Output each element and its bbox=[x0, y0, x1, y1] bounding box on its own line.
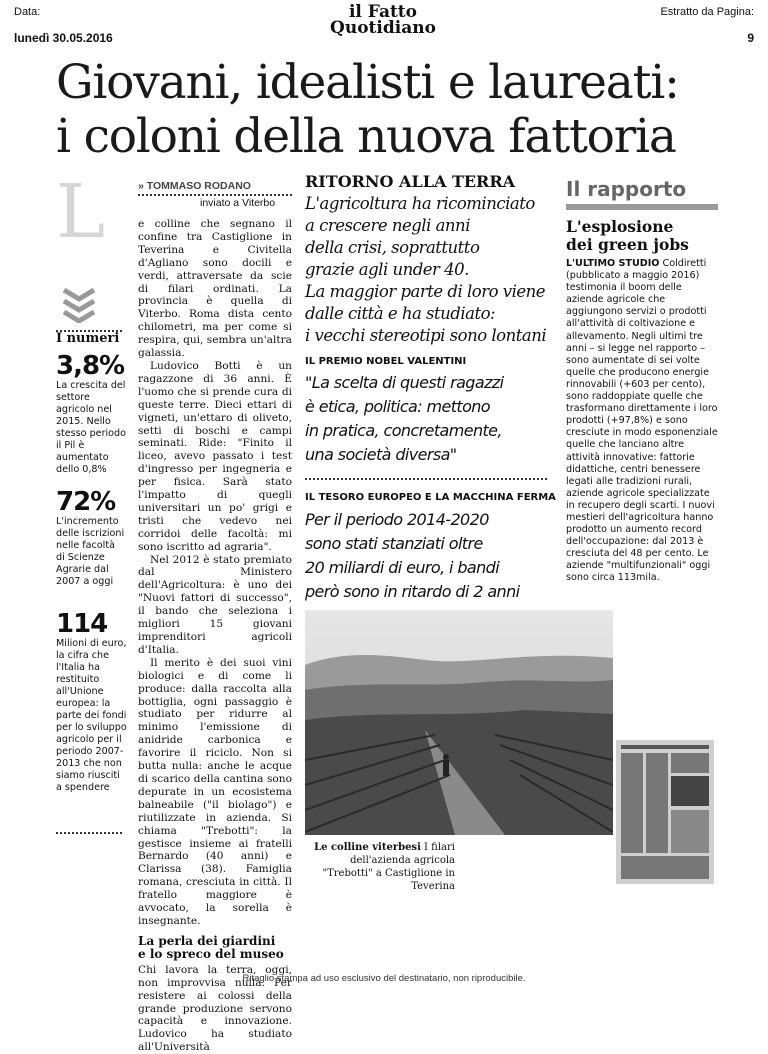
deck-line: dalle città e ha studiato: bbox=[305, 304, 496, 323]
quote-line: "La scelta di questi ragazzi bbox=[305, 373, 504, 392]
photo-caption bbox=[305, 841, 455, 893]
article-title bbox=[56, 56, 756, 164]
body-paragraph: e colline che segnano il confine tra Castiglione in Teverina e Civitella d'Agliano sono docili e verdi, attraversate da scie di filari ordinati. La provincia è quella di Viterbo. Roma dista cento chilometri, ma per come si respira, qui, sembra un'altra galassia. bbox=[138, 218, 292, 360]
deck-line: grazie agli under 40. bbox=[305, 260, 469, 279]
sidebar-rule bbox=[566, 204, 718, 210]
deck-line: i vecchi stereotipi sono lontani bbox=[305, 326, 547, 345]
deck-line: a crescere negli anni bbox=[305, 216, 470, 235]
quote-line: in pratica, concretamente, bbox=[305, 421, 502, 440]
numbers-end-rule bbox=[56, 832, 122, 834]
body-paragraph: Chi lavora la terra, oggi, non improvvisa nulla. Per resistere ai colossi della grande produzione servono capacità e innovazione. Ludovico ha studiato all'Università bbox=[138, 963, 292, 1054]
sidebar-title: Il rapporto bbox=[566, 177, 687, 201]
article-subhead bbox=[138, 935, 292, 962]
body-paragraph: Il merito è dei suoi vini biologici e di come li produce: dalla raccolta alla bottiglia, ogni passaggio è studiato per ridurre al minimo l'emissione di anidride carbonica e favorire il riciclo. Non si butta nulla: anche le acque di scarico della cantina sono depurate in un ecosistema balneabile ("il biolago") e riutilizzate in azienda. Si chiama "Trebotti": la gestisce insieme ai fratelli Bernardo (40 anni) e Clarissa (38). Famiglia romana, cresciuta in città. Il fratello maggiore è avvocato, la sorella è insegnante. bbox=[138, 656, 292, 927]
sidebar-lead: L'ULTIMO STUDIO bbox=[566, 258, 660, 269]
subhead-line2: e lo spreco del museo bbox=[138, 947, 284, 962]
sidebar-body bbox=[566, 258, 718, 585]
tesoro-line: sono stati stanziati oltre bbox=[305, 534, 483, 553]
nobel-quote bbox=[305, 371, 555, 467]
subhead-line1: La perla dei giardini bbox=[138, 933, 276, 948]
sidebar-headline-line1: L'esplosione bbox=[566, 217, 674, 236]
author-location: inviato a Viterbo bbox=[200, 197, 276, 209]
tesoro-label: IL TESORO EUROPEO E LA MACCHINA FERMA bbox=[305, 492, 556, 503]
page-label: Estratto da Pagina: bbox=[660, 6, 754, 18]
number-item-2 bbox=[56, 488, 126, 588]
tesoro-line: Per il periodo 2014-2020 bbox=[305, 510, 489, 529]
page-number: 9 bbox=[747, 31, 754, 45]
drop-cap-ghost: L bbox=[56, 169, 106, 255]
caption-text: I filari dell'azienda agricola "Trebotti" a Castiglione in Teverina bbox=[322, 842, 455, 892]
tesoro-line: però sono in ritardo di 2 anni bbox=[305, 582, 520, 601]
deck-text bbox=[305, 193, 560, 347]
caption-bold: Le colline viterbesi bbox=[314, 842, 421, 853]
sidebar-headline-line2: dei green jobs bbox=[566, 235, 689, 254]
deck-line: della crisi, soprattutto bbox=[305, 238, 480, 257]
kicker: RITORNO ALLA TERRA bbox=[305, 172, 516, 191]
logo-line2: Quotidiano bbox=[330, 18, 436, 38]
author-byline: » TOMMASO RODANO bbox=[138, 180, 251, 192]
quote-line: una società diversa" bbox=[305, 445, 457, 464]
number-value: 114 bbox=[56, 609, 108, 639]
number-value: 3,8% bbox=[56, 351, 125, 381]
sidebar-text: Coldiretti (pubblicato a maggio 2016) testimonia il boom delle aziende agricole che aggiungono servizi o prodotti all'attività di coltivazione e allevamento. Negli ultimi tre anni – si legge nel rapporto – sono aumentate di sei volte quelle che producono energie rinnovabili (+603 per cento), sono raddoppiate quelle che trasformano direttamente i loro prodotti (+97,8%) e sono cresciute in modo esponenziale quelle che lanciano altre attività innovative: fattorie didattiche, centri benessere legati alle tradizioni rurali, aziende agricole specializzate in recupero degli scarti. I nuovi mestieri dell'agricoltura hanno prodotto un aumento record dell'occupazione: dal 2013 è cresciuta del 48 per cento. Le aziende "multifunzionali" oggi sono circa 113mila. bbox=[566, 258, 718, 584]
logo-line1: il Fatto bbox=[348, 2, 418, 22]
number-value: 72% bbox=[56, 487, 116, 517]
body-paragraph: Nel 2012 è stato premiato dal Ministero dell'Agricoltura: è uno dei "Nuovi fattori di successo", il bando che seleziona i migliori 15 giovani imprenditori agricoli d'Italia. bbox=[138, 553, 292, 656]
title-line1: Giovani, idealisti e laureati: bbox=[56, 55, 679, 110]
date-label: Data: bbox=[14, 6, 41, 18]
number-text: La crescita del settore agricolo nel 2015. Nello stesso periodo il Pil è aumentato dello 0,8% bbox=[56, 380, 127, 475]
vineyard-photo bbox=[305, 610, 613, 835]
date-value: lunedì 30.05.2016 bbox=[14, 31, 113, 45]
newspaper-logo bbox=[318, 4, 448, 36]
byline-rule bbox=[138, 194, 292, 196]
title-line2: i coloni della nuova fattoria bbox=[56, 109, 676, 164]
footer-notice: Ritaglio stampa ad uso esclusivo del destinatario, non riproducibile. bbox=[242, 973, 526, 984]
article-body bbox=[138, 218, 292, 1054]
tesoro-text bbox=[305, 508, 555, 604]
body-paragraph: Ludovico Botti è un ragazzone di 36 anni. È l'uomo che si prende cura di queste terre. Dieci ettari di vigneti, un'ettaro di oliveto, setti di boschi e campi seminati. Ride: "Finito il liceo, avevo passato i test d'ingresso per ingegneria e per fisica. Sarà stato l'impatto di quegli universitari un po' grigi e tristi che vedevo nei corridoi delle facoltà: mi sono iscritto ad agraria". bbox=[138, 359, 292, 553]
quote-line: è etica, politica: mettono bbox=[305, 397, 490, 416]
chevron-down-icon bbox=[60, 287, 98, 323]
numbers-title: I numeri bbox=[56, 331, 120, 346]
number-item-3 bbox=[56, 610, 128, 794]
quote-rule bbox=[305, 478, 547, 480]
deck-line: La maggior parte di loro viene bbox=[305, 282, 546, 301]
nobel-label: IL PREMIO NOBEL VALENTINI bbox=[305, 356, 467, 367]
deck-line: L'agricoltura ha ricominciato bbox=[305, 194, 535, 213]
number-item-1 bbox=[56, 352, 126, 476]
tesoro-line: 20 miliardi di euro, i bandi bbox=[305, 558, 500, 577]
number-text: Milioni di euro, la cifra che l'Italia ha restituito all'Unione europea: la parte dei fondi per lo sviluppo agricolo per il periodo 2007-2013 che non siamo riusciti a spendere bbox=[56, 638, 127, 793]
page-thumbnail bbox=[616, 740, 714, 884]
number-text: L'incremento delle iscrizioni nelle facoltà di Scienze Agrarie dal 2007 a oggi bbox=[56, 516, 125, 587]
sidebar-headline bbox=[566, 218, 689, 254]
